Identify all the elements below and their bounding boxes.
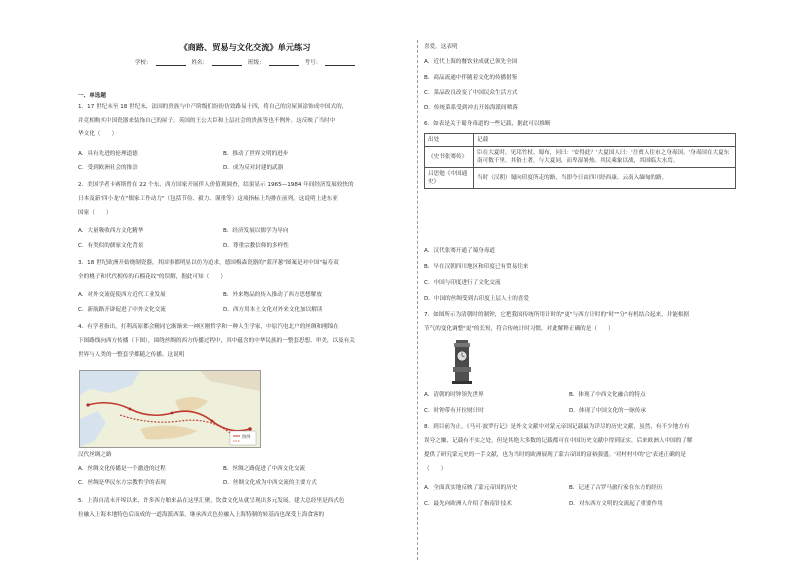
silk-road-map-graphic <box>80 371 260 447</box>
q8-option-a[interactable]: A．全面真实地反映了蒙元帝国的历史 <box>424 485 518 491</box>
student-info-line <box>78 58 412 66</box>
q2-option-d[interactable]: D．尊重宗教信仰的多样性 <box>223 243 289 249</box>
q7-line: 7．如图所示为清朝时的制钟，它把我国传统所用计时的"更"与西方计时的"时""分"有机结合起来，并能根据 <box>424 312 690 318</box>
q6-option-a[interactable]: A．汉代张骞开通了蜀身毒道 <box>424 248 495 254</box>
q4-option-a[interactable]: A．丝绸文化传播是一个激进的过程 <box>78 466 166 472</box>
q4-line: 世界与人类的一整套学都随之传播。这说明 <box>78 352 185 358</box>
q1-option-d[interactable]: D．成为反对封建的武器 <box>223 165 284 171</box>
q8-line: 8．到目前为止，《马可·波罗行记》是外文文献中对蒙元帝国记载最为详尽的历史文献，虽然，有不少地方有 <box>424 424 690 430</box>
table-header-record: 记载 <box>474 134 736 147</box>
q5-option-a[interactable]: A．近代上海的餐饮业成就已领先全国 <box>424 59 518 65</box>
table-cell: 《史书张骞传》 <box>425 147 474 168</box>
silk-road-map <box>79 370 261 448</box>
map-legend-label: 图例 <box>242 434 251 439</box>
q4-option-c[interactable]: C．丝绸是华民东方宗教哲学的表现 <box>78 480 166 486</box>
q6-option-c[interactable]: C．中国与印度进行了文化交流 <box>424 280 501 286</box>
q8-option-c[interactable]: C．最先向欧洲人介绍了指南针技术 <box>424 501 512 507</box>
name-blank[interactable] <box>212 60 242 66</box>
q5-option-c[interactable]: C．菜品改良改变了中国民众生活方式 <box>424 90 518 96</box>
class-label: 班级： <box>247 60 265 66</box>
q5-option-d[interactable]: D．传统菜系受到冲击开始海派间喷落 <box>424 105 518 111</box>
q7-line: 节气的变化调整"更"的长短，符合传统计时习惯。对此解释正确的是（ ） <box>424 326 614 332</box>
right-column <box>424 0 736 562</box>
section-heading: 一、单选题 <box>78 93 106 99</box>
name-label: 姓名： <box>191 60 209 66</box>
q1-option-c[interactable]: C．受到欧洲社会的推崇 <box>78 165 138 171</box>
number-label: 考号： <box>304 60 322 66</box>
q1-option-a[interactable]: A．具有先进的伦理道德 <box>78 151 138 157</box>
map-caption: 汉代丝绸之路 <box>78 452 112 458</box>
q8-line: （ ） <box>424 466 447 472</box>
q7-option-d[interactable]: D．体现了中国文化的一脉传承 <box>569 408 647 414</box>
q1-line: 1．17 世纪末至 18 世纪末，法国的贵族与中产阶级们纷纷仿效路易十四，将自己的房屋顶涂饰成中国式的， <box>78 104 348 110</box>
q2-option-b[interactable]: B．经济发展以儒学为导向 <box>223 228 289 234</box>
q2-line: 2．美国学者卡赛斯曾在 22 个东、西方国家开展伴人价值观调查，结果显示 1965—1984 年间经济发展较快的 <box>78 182 354 188</box>
q6-option-b[interactable]: B．早在汉朝四川地区和印度已有贸易往来 <box>424 264 529 270</box>
q2-line: 国家（ ） <box>78 210 112 216</box>
q3-line: 3．18 世纪欧洲开始烧制瓷器，其国事都明显以仿为追求，德国梅森瓷器的"蓝洋葱"图案是对中国"福寿双 <box>78 260 339 266</box>
q3-option-d[interactable]: D．西方用本土文化对外来文化加以解读 <box>223 307 323 313</box>
table-cell: 臣在大夏时，见邛竹杖、蜀布，问曰：'安得此？'大夏国人曰：'吾贾人往市之身毒国。'身毒国在大夏东南可数千里。其俗土著，与大夏同，而卑湿暑热。其民乘象以战，其国临大水焉。 <box>474 147 736 168</box>
q5-line: 喜爱。这表明 <box>424 44 458 50</box>
q2-option-c[interactable]: C．有类似的儒家文化背景 <box>78 243 144 249</box>
q8-option-d[interactable]: D．对东西方文明的交流起了重要作用 <box>569 501 663 507</box>
school-blank[interactable] <box>156 60 186 66</box>
q4-option-d[interactable]: D．丝绸文化成为中西交流的主要方式 <box>223 480 317 486</box>
left-column <box>78 0 412 562</box>
q3-option-b[interactable]: B．外来物品的传入推动了西方思想解放 <box>223 292 322 298</box>
q3-option-a[interactable]: A．对外交流促使西方近代工业发展 <box>78 292 166 298</box>
q6-record-table <box>424 133 736 189</box>
q4-line: 下图路线向西方传播（下图），围绕丝绸的西方传播过程中，其中蕴含的中华民族的一整套思想、审美，以及有关 <box>78 338 355 344</box>
school-label: 学校： <box>134 60 152 66</box>
qing-clock-image <box>452 340 472 384</box>
table-row <box>425 147 736 168</box>
q7-option-c[interactable]: C．时钟带有开拉财计时 <box>424 408 484 414</box>
q8-line: 误夸之嫌，记载有不实之处，但是其绝大多数的记载都可在中国历史文献中得到证实，后来欧洲人中国的了解 <box>424 438 693 444</box>
q7-option-a[interactable]: A．清朝的时钟领先世界 <box>424 392 484 398</box>
table-cell: 吕思勉《中国通史》 <box>425 168 474 189</box>
column-divider <box>417 40 418 560</box>
q1-line: 并竞相购买中国瓷器来装饰自己的屋子。英国的王公大臣和上层社会的贵族等也不例外。这反映了当时中 <box>78 118 336 124</box>
q5-line: 5．上海自清末开埠以来，许多西方舶来品在这里汇聚，饮食文化从就呈现出多元发展。建大总经里是西式色 <box>78 498 345 504</box>
q6-line: 6．如表是关于蜀身毒道的一些记载，据此可以推断 <box>424 121 551 127</box>
q8-option-b[interactable]: B．记述了古罗马旅行家在东方的经历 <box>569 485 663 491</box>
q6-option-d[interactable]: D．中国的丝绸受到古印度上层人士的喜爱 <box>424 296 529 302</box>
exam-title: 《商路、贸易与文化交流》单元练习 <box>179 42 311 52</box>
table-row <box>425 168 736 189</box>
q1-line: 华文化（ ） <box>78 131 118 137</box>
q4-line: 4．有学者指出，打利高原都会精同它渐渐来一神区刚哲学和一种人生学家，中原汽电北户的丝绸和刚锦在 <box>78 324 339 330</box>
table-row <box>425 134 736 147</box>
q3-line: 全的桃子和代代相传的石榴花纹"的误解，据此可知（ ） <box>78 274 227 280</box>
number-blank[interactable] <box>325 60 355 66</box>
q5-line: 拉融入上海本地特色后而成的一道海派西菜，继承西式色拉融入上海特制的转基而也深受上海食客的 <box>78 512 325 518</box>
q1-option-b[interactable]: B．推动了世界文明的进步 <box>223 151 289 157</box>
q4-option-b[interactable]: B．丝绸之路促进了中西文化交流 <box>223 466 306 472</box>
class-blank[interactable] <box>269 60 299 66</box>
table-cell: 当时（汉朝）蜀向印度所走的路，当即今日由四川经西康、云南入缅甸的路。 <box>474 168 736 189</box>
q5-option-b[interactable]: B．商品流通中伴随着文化的传播借鉴 <box>424 75 518 81</box>
q2-line: 日本及新'四小龙'在"儒家工作动力"（包括节俭、毅力、谨重等）这项指标上均排在前列。这说明上述东亚 <box>78 196 338 202</box>
q7-option-b[interactable]: B．体现了中西文化融合的特点 <box>569 392 646 398</box>
q2-option-a[interactable]: A．大量吸收西方文化精华 <box>78 228 144 234</box>
q8-line: 提供了研究蒙元史的一手文献，也为当时的欧洲展现了蒙古帝国的富裕强盛。'对村村中的'它'表述正确的是 <box>424 452 686 458</box>
table-header-source: 出处 <box>425 134 474 147</box>
q3-option-c[interactable]: C．新航路开辟促进了中外文化交流 <box>78 307 166 313</box>
